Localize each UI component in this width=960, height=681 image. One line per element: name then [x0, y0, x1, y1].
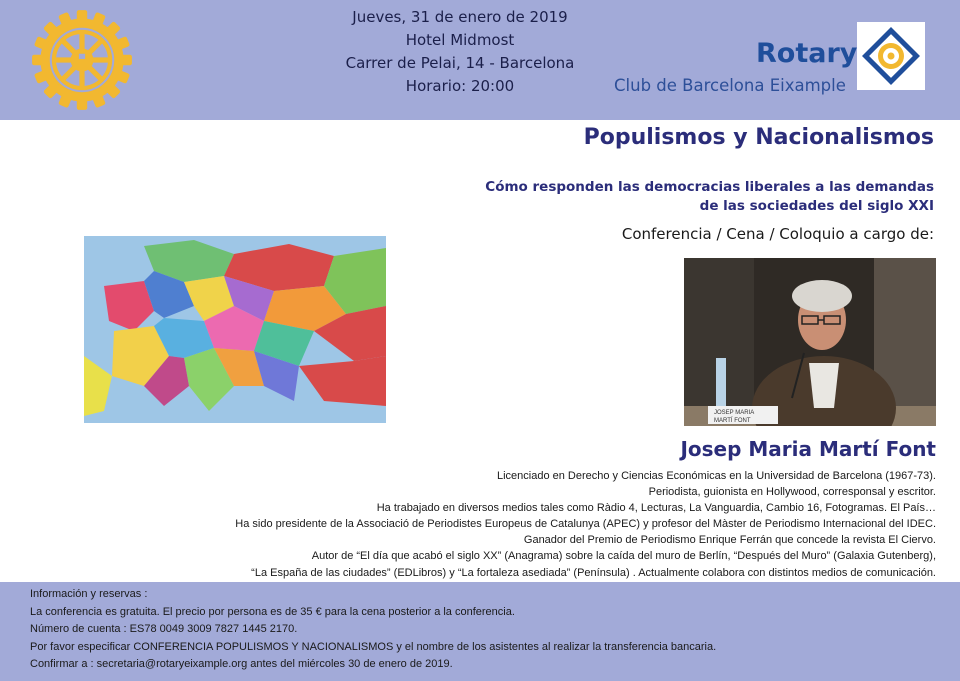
reservation-heading: Información y reservas :: [30, 588, 148, 600]
event-title: Populismos y Nacionalismos: [583, 125, 934, 150]
footer-band: [0, 582, 960, 681]
event-time: Horario: 20:00: [405, 77, 515, 95]
subtitle-line: Cómo responden las democracias liberales a las demandas: [485, 179, 934, 195]
bio-line: Ha sido presidente de la Associació de Periodistes Europeus de Catalunya (APEC) y profesor del Màster de Periodismo Internacional del IDEC.: [235, 518, 936, 531]
bio-line: Autor de “El día que acabó el siglo XX” (Anagrama) sobre la caída del muro de Berlín, “Después del Muro” (Galaxia Gutenberg),: [311, 550, 936, 563]
speaker-photo: [684, 258, 936, 426]
event-subtitle: [485, 178, 934, 216]
event-format: Conferencia / Cena / Coloquio a cargo de:: [621, 225, 934, 243]
nameplate-line: MARTÍ FONT: [714, 418, 751, 424]
bio-line: Licenciado en Derecho y Ciencias Económicas en la Universidad de Barcelona (1967-73).: [496, 470, 936, 482]
price-info: La conferencia es gratuita. El precio por persona es de 35 € para la cena posterior a la conferencia.: [30, 605, 515, 618]
transfer-instructions: Por favor especificar CONFERENCIA POPULISMOS Y NACIONALISMOS y el nombre de los asistentes al realizar la transferencia bancaria.: [30, 640, 717, 653]
event-info: [330, 6, 590, 98]
event-address: Carrer de Pelai, 14 - Barcelona: [345, 54, 575, 72]
subtitle-line: de las sociedades del siglo XXI: [699, 198, 934, 214]
speaker-name: Josep Maria Martí Font: [680, 437, 936, 461]
speaker-bio: [56, 468, 936, 581]
rotary-club-logo: [600, 20, 940, 100]
event-venue: Hotel Midmost: [405, 31, 515, 49]
europe-map-image: [84, 236, 386, 423]
reservation-info: [30, 586, 716, 674]
rotary-badge-icon: [857, 22, 925, 90]
club-subtitle: Club de Barcelona Eixample: [614, 76, 846, 95]
header-band: [0, 0, 960, 120]
club-name: Rotary: [756, 38, 858, 69]
rotary-wheel-logo: [30, 8, 134, 112]
confirmation-contact: Confirmar a : secretaria@rotaryeixample.org antes del miércoles 30 de enero de 2019.: [30, 658, 453, 671]
nameplate-line: JOSEP MARIA: [714, 410, 755, 416]
event-date: Jueves, 31 de enero de 2019: [352, 8, 568, 26]
bio-line: “La España de las ciudades” (EDLibros) y “La fortaleza asediada” (Península) . Actualmente colabora con distintos medios de comunicación.: [251, 566, 936, 579]
bio-line: Ha trabajado en diversos medios tales como Ràdio 4, Lecturas, La Vanguardia, Cambio 16, Fotogramas. El País…: [376, 502, 936, 515]
account-number: Número de cuenta : ES78 0049 3009 7827 1445 2170.: [30, 623, 298, 636]
bio-line: Periodista, guionista en Hollywood, corresponsal y escritor.: [648, 486, 936, 499]
bio-line: Ganador del Premio de Periodismo Enrique Ferrán que concede la revista El Ciervo.: [523, 534, 936, 547]
